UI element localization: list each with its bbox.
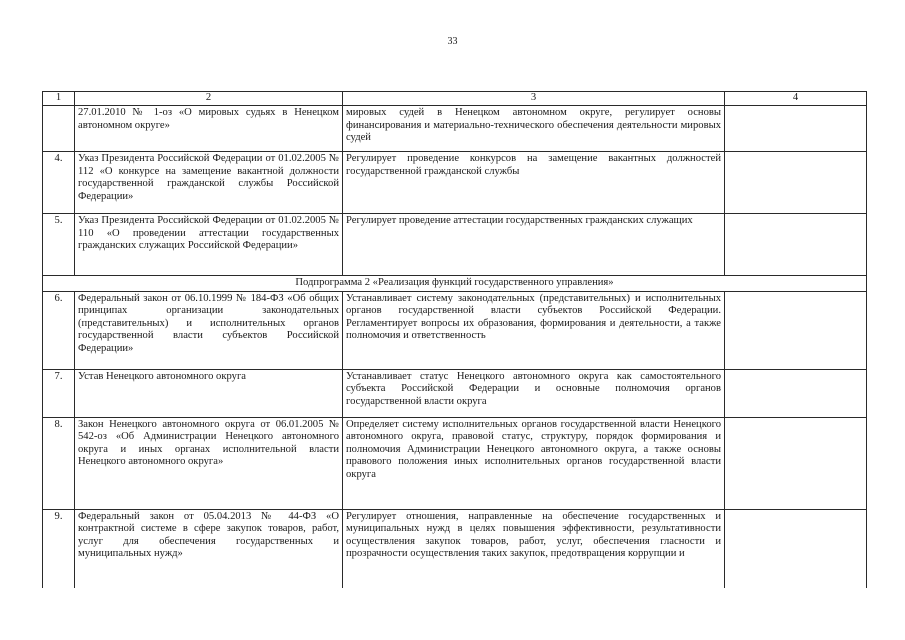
legal-act-cell: Устав Ненецкого автономного округа: [75, 369, 343, 417]
legal-act-cell: Федеральный закон от 05.04.2013 № 44-ФЗ «О контрактной системе в сфере закупок товаров, работ, услуг для обеспечения государственных и муниципальных нужд»: [75, 509, 343, 588]
table-row: [43, 152, 867, 214]
note-cell: [725, 509, 867, 588]
description-cell: Регулирует проведение аттестации государственных гражданских служащих: [343, 214, 725, 276]
legal-acts-table: [42, 91, 867, 588]
description-cell: Регулирует проведение конкурсов на замещение вакантных должностей государственной гражданской службы: [343, 152, 725, 214]
table-row: [43, 509, 867, 588]
description-cell: Определяет систему исполнительных органов государственной власти Ненецкого автономного округа, правовой статус, структуру, порядок формирования и полномочия Администрации Ненецкого автономного округа, а также основы правового положения иных исполнительных органов государственной власти округа: [343, 417, 725, 509]
row-number: 8.: [43, 417, 75, 509]
row-number: 6.: [43, 291, 75, 369]
subprogram-title: Подпрограмма 2 «Реализация функций государственного управления»: [43, 276, 867, 292]
note-cell: [725, 369, 867, 417]
table-row: [43, 291, 867, 369]
legal-act-cell: Указ Президента Российской Федерации от 01.02.2005 № 110 «О проведении аттестации государственных гражданских служащих Российской Федерации»: [75, 214, 343, 276]
note-cell: [725, 106, 867, 152]
column-header-4: 4: [725, 92, 867, 106]
legal-act-cell: Указ Президента Российской Федерации от 01.02.2005 № 112 «О конкурсе на замещение вакантной должности государственной гражданской службы Российской Федерации»: [75, 152, 343, 214]
table-row: [43, 106, 867, 152]
table-header-row: [43, 92, 867, 106]
legal-act-cell: Федеральный закон от 06.10.1999 № 184-ФЗ «Об общих принципах организации законодательных (представительных) и исполнительных органов государственной власти субъектов Российской Федерации»: [75, 291, 343, 369]
note-cell: [725, 152, 867, 214]
note-cell: [725, 417, 867, 509]
row-number: 7.: [43, 369, 75, 417]
column-header-3: 3: [343, 92, 725, 106]
table-row: [43, 417, 867, 509]
legal-act-cell: Закон Ненецкого автономного округа от 06.01.2005 № 542-оз «Об Администрации Ненецкого автономного округа и иных органах исполнительной власти Ненецкого автономного округа»: [75, 417, 343, 509]
row-number: [43, 106, 75, 152]
row-number: 9.: [43, 509, 75, 588]
column-header-1: 1: [43, 92, 75, 106]
description-cell: Устанавливает систему законодательных (представительных) и исполнительных органов государственной власти субъектов Российской Федерации. Регламентирует вопросы их образования, формирования и деятельности, а также полномочия и ответственность: [343, 291, 725, 369]
description-cell: мировых судей в Ненецком автономном округе, регулирует основы финансирования и материально-технического обеспечения деятельности мировых судей: [343, 106, 725, 152]
note-cell: [725, 214, 867, 276]
description-cell: Регулирует отношения, направленные на обеспечение государственных и муниципальных нужд в целях повышения эффективности, результативности осуществления закупок товаров, работ, услуг, обеспечения гласности и прозрачности осуществления таких закупок, предотвращения коррупции и: [343, 509, 725, 588]
legal-act-cell: 27.01.2010 № 1-оз «О мировых судьях в Ненецком автономном округе»: [75, 106, 343, 152]
table-row: [43, 214, 867, 276]
row-number: 4.: [43, 152, 75, 214]
column-header-2: 2: [75, 92, 343, 106]
subprogram-section-row: [43, 276, 867, 292]
page-number: 33: [447, 36, 458, 47]
table-row: [43, 369, 867, 417]
description-cell: Устанавливает статус Ненецкого автономного округа как самостоятельного субъекта Российской Федерации и основные полномочия органов государственной власти округа: [343, 369, 725, 417]
note-cell: [725, 291, 867, 369]
row-number: 5.: [43, 214, 75, 276]
